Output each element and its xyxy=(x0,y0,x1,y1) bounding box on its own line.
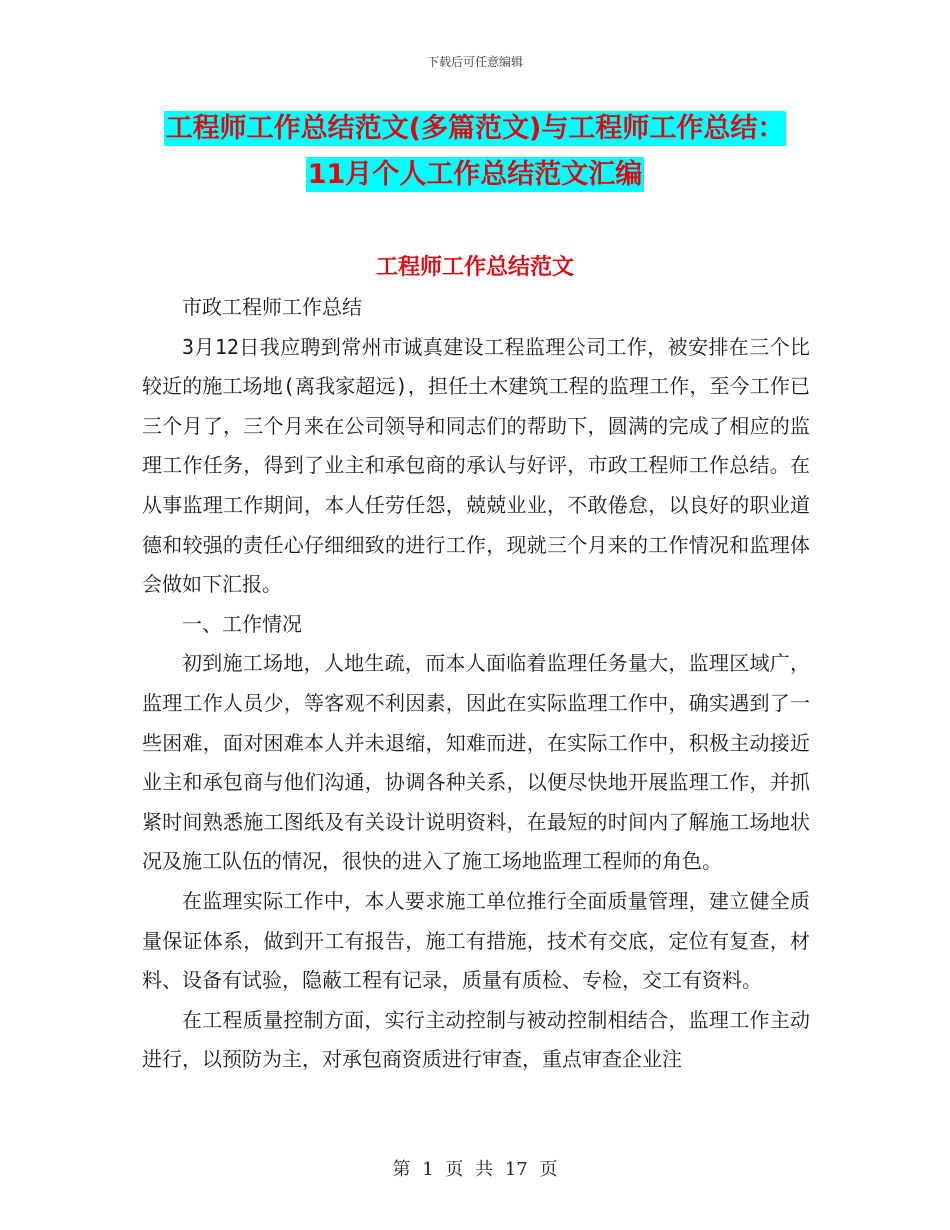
paragraph: 在监理实际工作中，本人要求施工单位推行全面质量管理，建立健全质量保证体系，做到开工有报告，施工有措施，技术有交底，定位有复查，材料、设备有试验，隐蔽工程有记录，质量有质检、专检，交工有资料。 xyxy=(142,888,810,993)
paragraph: 初到施工场地，人地生疏，而本人面临着监理任务量大，监理区域广，监理工作人员少，等客观不利因素，因此在实际监理工作中，确实遇到了一些困难，面对困难本人并未退缩，知难而进，在实际工作中，积极主动接近业主和承包商与他们沟通，协调各种关系，以便尽快地开展监理工作，并抓紧时间熟悉施工图纸及有关设计说明资料，在最短的时间内了解施工场地状况及施工队伍的情况，很快的进入了施工场地监理工程师的角色。 xyxy=(142,651,810,874)
document-title-line-1 xyxy=(0,110,950,148)
body-text xyxy=(142,288,810,1080)
paragraph-heading: 一、工作情况 xyxy=(182,611,302,636)
title-text-1: 工程师工作总结范文(多篇范文)与工程师工作总结： xyxy=(165,113,785,144)
title-text-2: 11月个人工作总结范文汇编 xyxy=(307,159,643,190)
paragraph: 在工程质量控制方面，实行主动控制与被动控制相结合，监理工作主动进行，以预防为主，对承包商资质进行审查，重点审查企业注 xyxy=(142,1007,810,1072)
page-number-footer: 第 1 页 共 17 页 xyxy=(392,1159,558,1180)
document-title-line-2 xyxy=(0,156,950,194)
section-title: 工程师工作总结范文 xyxy=(375,255,574,280)
paragraph-subtitle: 市政工程师工作总结 xyxy=(182,295,362,319)
page-header: 下载后可任意编辑 xyxy=(426,55,523,69)
paragraph: 3月12日我应聘到常州市诚真建设工程监理公司工作，被安排在三个比较近的施工场地(离我家超远)，担任土木建筑工程的监理工作，至今工作已三个月了，三个月来在公司领导和同志们的帮助下，圆满的完成了相应的监理工作任务，得到了业主和承包商的承认与好评，市政工程师工作总结。在从事监理工作期间，本人任劳任怨，兢兢业业，不敢倦怠，以良好的职业道德和较强的责任心仔细细致的进行工作，现就三个月来的工作情况和监理体会做如下汇报。 xyxy=(142,334,810,597)
